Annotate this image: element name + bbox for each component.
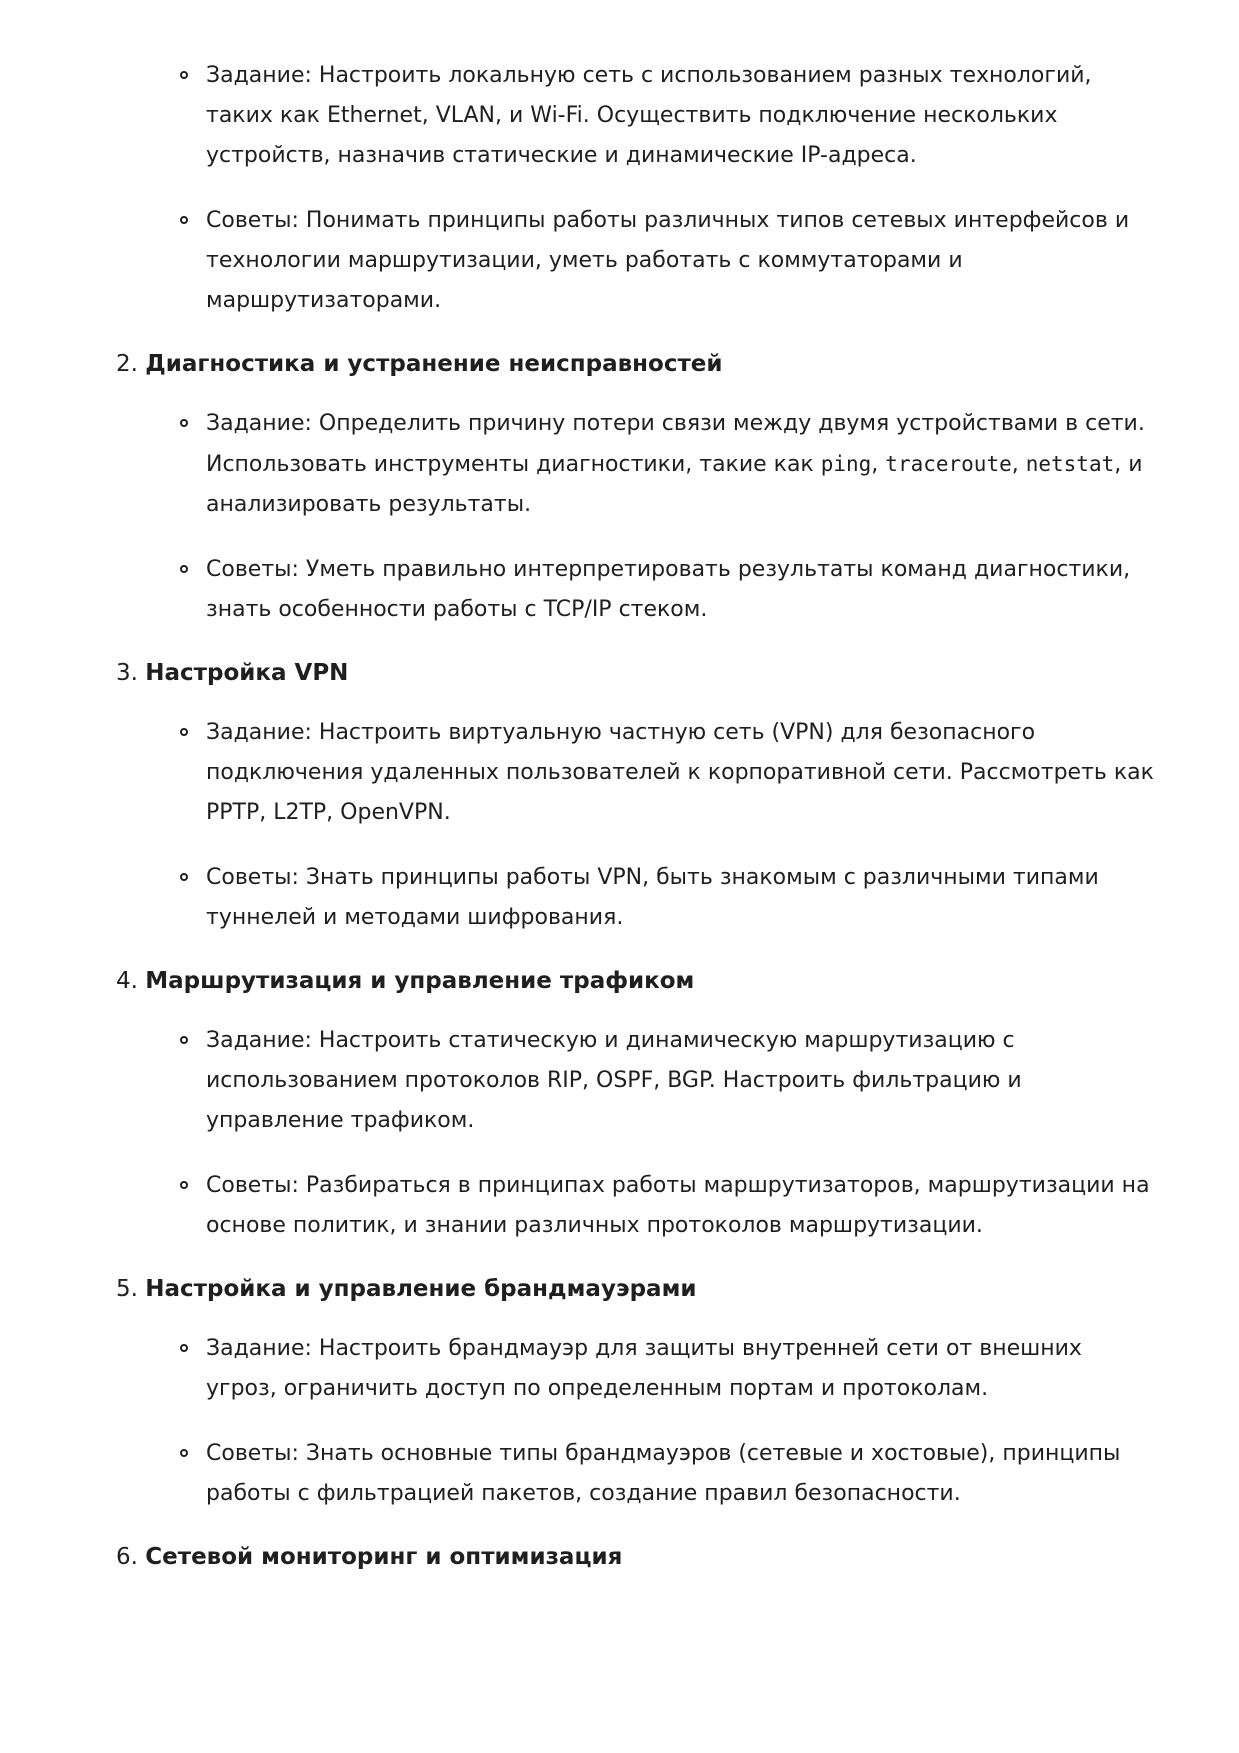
bullet-circle-icon bbox=[180, 1181, 188, 1189]
section-number: 2. bbox=[116, 351, 138, 377]
task-text-suffix: , и анализировать результаты. bbox=[206, 452, 1143, 517]
task-text: Задание: Настроить виртуальную частную сеть (VPN) для безопасного подключения удаленных пользователей к корпоративной сети. Рассмотреть как PPTP, L2TP, OpenVPN. bbox=[206, 720, 1154, 825]
bullet-circle-icon bbox=[180, 1344, 188, 1352]
tip-text: Советы: Разбираться в принципах работы маршрутизаторов, маршрутизации на основе политик, и знании различных протоколов маршрутизации. bbox=[206, 1173, 1150, 1238]
list-item bbox=[116, 858, 1156, 938]
list-item bbox=[116, 201, 1156, 321]
separator: , bbox=[871, 452, 886, 477]
section-heading bbox=[116, 1539, 1156, 1575]
tip-text: Советы: Знать принципы работы VPN, быть знакомым с различными типами туннелей и методами шифрования. bbox=[206, 865, 1099, 930]
section-heading bbox=[116, 1271, 1156, 1307]
tip-text: Советы: Знать основные типы брандмауэров (сетевые и хостовые), принципы работы с фильтрацией пакетов, создание правил безопасности. bbox=[206, 1441, 1121, 1506]
section-title: Диагностика и устранение неисправностей bbox=[145, 351, 723, 377]
list-item bbox=[116, 1166, 1156, 1246]
separator: , bbox=[1011, 452, 1026, 477]
section-title: Настройка VPN bbox=[145, 660, 349, 686]
section-number: 4. bbox=[116, 968, 138, 994]
section-heading bbox=[116, 963, 1156, 999]
list-item bbox=[116, 404, 1156, 525]
task-text: Задание: Определить причину потери связи между двумя устройствами в сети. Использовать инструменты диагностики, такие как bbox=[206, 411, 1145, 477]
code-traceroute: traceroute bbox=[885, 452, 1012, 476]
list-item bbox=[116, 713, 1156, 833]
tip-text: Советы: Уметь правильно интерпретировать результаты команд диагностики, знать особенности работы с TCP/IP стеком. bbox=[206, 557, 1131, 622]
bullet-circle-icon bbox=[180, 1036, 188, 1044]
section-number: 5. bbox=[116, 1276, 138, 1302]
task-text: Задание: Настроить локальную сеть с использованием разных технологий, таких как Ethernet, VLAN, и Wi-Fi. Осуществить подключение нескольких устройств, назначив статические и динамические IP-адреса. bbox=[206, 63, 1092, 168]
section-title: Настройка и управление брандмауэрами bbox=[145, 1276, 697, 1302]
document-content bbox=[116, 56, 1156, 1597]
list-item bbox=[116, 1021, 1156, 1141]
list-item bbox=[116, 56, 1156, 176]
bullet-circle-icon bbox=[180, 873, 188, 881]
tip-text: Советы: Понимать принципы работы различных типов сетевых интерфейсов и технологии маршрутизации, уметь работать с коммутаторами и маршрутизаторами. bbox=[206, 208, 1130, 313]
bullet-circle-icon bbox=[180, 71, 188, 79]
section-title: Маршрутизация и управление трафиком bbox=[145, 968, 695, 994]
list-item bbox=[116, 550, 1156, 630]
section-heading bbox=[116, 346, 1156, 382]
list-item bbox=[116, 1434, 1156, 1514]
code-netstat: netstat bbox=[1025, 452, 1115, 476]
list-item bbox=[116, 1329, 1156, 1409]
code-ping: ping bbox=[820, 452, 872, 476]
bullet-circle-icon bbox=[180, 565, 188, 573]
bullet-circle-icon bbox=[180, 1449, 188, 1457]
task-text: Задание: Настроить брандмауэр для защиты внутренней сети от внешних угроз, ограничить доступ по определенным портам и протоколам. bbox=[206, 1336, 1082, 1401]
task-text: Задание: Настроить статическую и динамическую маршрутизацию с использованием протоколов RIP, OSPF, BGP. Настроить фильтрацию и управление трафиком. bbox=[206, 1028, 1022, 1133]
section-number: 6. bbox=[116, 1544, 138, 1570]
bullet-circle-icon bbox=[180, 728, 188, 736]
bullet-circle-icon bbox=[180, 419, 188, 427]
section-title: Сетевой мониторинг и оптимизация bbox=[145, 1544, 623, 1570]
section-heading bbox=[116, 655, 1156, 691]
section-number: 3. bbox=[116, 660, 138, 686]
bullet-circle-icon bbox=[180, 216, 188, 224]
